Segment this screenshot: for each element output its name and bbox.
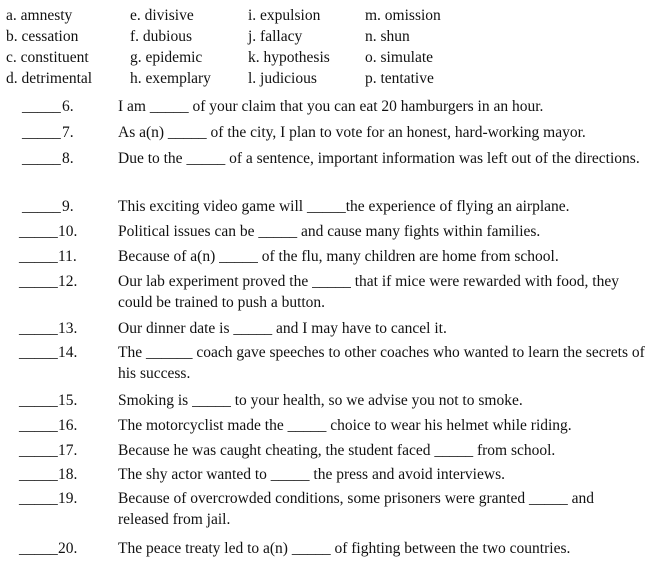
word-choice: e. divisive <box>130 7 194 24</box>
question-text: This exciting video game will _____the experience of flying an airplane. <box>118 198 570 215</box>
word-choice: i. expulsion <box>248 7 321 24</box>
answer-blank: _____ <box>19 466 58 483</box>
question-number: 14. <box>58 344 78 361</box>
question-text: Our dinner date is _____ and I may have to cancel it. <box>118 320 447 337</box>
answer-blank: _____ <box>19 344 58 361</box>
question-text: As a(n) _____ of the city, I plan to vote for an honest, hard-working mayor. <box>118 124 586 141</box>
question-text: Because of a(n) _____ of the flu, many children are home from school. <box>118 248 559 265</box>
question-text: Political issues can be _____ and cause many fights within families. <box>118 223 541 240</box>
question-number: 13. <box>58 320 78 337</box>
word-bank-row <box>6 5 646 26</box>
word-choice: h. exemplary <box>130 70 211 87</box>
word-choice: m. omission <box>365 7 441 24</box>
word-choice: p. tentative <box>365 70 434 87</box>
question-number: 19. <box>58 490 78 507</box>
answer-blank: _____ <box>22 150 61 167</box>
question-number: 18. <box>58 466 78 483</box>
question-number: 16. <box>58 417 78 434</box>
answer-blank: _____ <box>19 442 58 459</box>
question-number: 15. <box>58 392 78 409</box>
question-number: 8. <box>62 150 74 167</box>
word-choice: b. cessation <box>6 28 79 45</box>
word-bank-row <box>6 26 646 47</box>
word-choice: j. fallacy <box>248 28 303 45</box>
question-text: The motorcyclist made the _____ choice to wear his helmet while riding. <box>118 417 572 434</box>
question-text: Because he was caught cheating, the student faced _____ from school. <box>118 442 556 459</box>
question-number: 20. <box>58 540 78 557</box>
word-choice: d. detrimental <box>6 70 93 87</box>
question-text: Because of overcrowded conditions, some prisoners were granted _____ and released from jail. <box>118 490 595 528</box>
answer-blank: _____ <box>19 490 58 507</box>
answer-blank: _____ <box>19 248 58 265</box>
question-number: 17. <box>58 442 78 459</box>
question-text: The ______ coach gave speeches to other coaches who wanted to learn the secrets of his success. <box>118 344 645 382</box>
answer-blank: _____ <box>22 198 61 215</box>
word-bank-row <box>6 47 646 68</box>
answer-blank: _____ <box>19 540 58 557</box>
answer-blank: _____ <box>19 223 58 240</box>
question-number: 9. <box>62 198 74 215</box>
question-text: I am _____ of your claim that you can eat 20 hamburgers in an hour. <box>118 98 544 115</box>
answer-blank: _____ <box>19 392 58 409</box>
word-bank <box>6 5 646 89</box>
answer-blank: _____ <box>19 417 58 434</box>
word-choice: n. shun <box>365 28 410 45</box>
word-choice: g. epidemic <box>130 49 203 66</box>
question-number: 6. <box>62 98 74 115</box>
question-number: 12. <box>58 273 78 290</box>
answer-blank: _____ <box>19 273 58 290</box>
answer-blank: _____ <box>19 320 58 337</box>
question-text: The shy actor wanted to _____ the press and avoid interviews. <box>118 466 505 483</box>
word-choice: f. dubious <box>130 28 192 45</box>
word-choice: k. hypothesis <box>248 49 330 66</box>
question-number: 7. <box>62 124 74 141</box>
word-choice: l. judicious <box>248 70 317 87</box>
answer-blank: _____ <box>22 124 61 141</box>
answer-blank: _____ <box>22 98 61 115</box>
question-text: The peace treaty led to a(n) _____ of fighting between the two countries. <box>118 540 571 557</box>
word-choice: c. constituent <box>6 49 89 66</box>
word-choice: a. amnesty <box>6 7 73 24</box>
word-bank-row <box>6 68 646 89</box>
word-choice: o. simulate <box>365 49 434 66</box>
question-number: 10. <box>58 223 78 240</box>
question-number: 11. <box>58 248 77 265</box>
question-text: Our lab experiment proved the _____ that if mice were rewarded with food, they could be trained to push a button. <box>118 273 619 311</box>
question-text: Due to the _____ of a sentence, important information was left out of the directions. <box>118 150 640 167</box>
question-text: Smoking is _____ to your health, so we advise you not to smoke. <box>118 392 523 409</box>
